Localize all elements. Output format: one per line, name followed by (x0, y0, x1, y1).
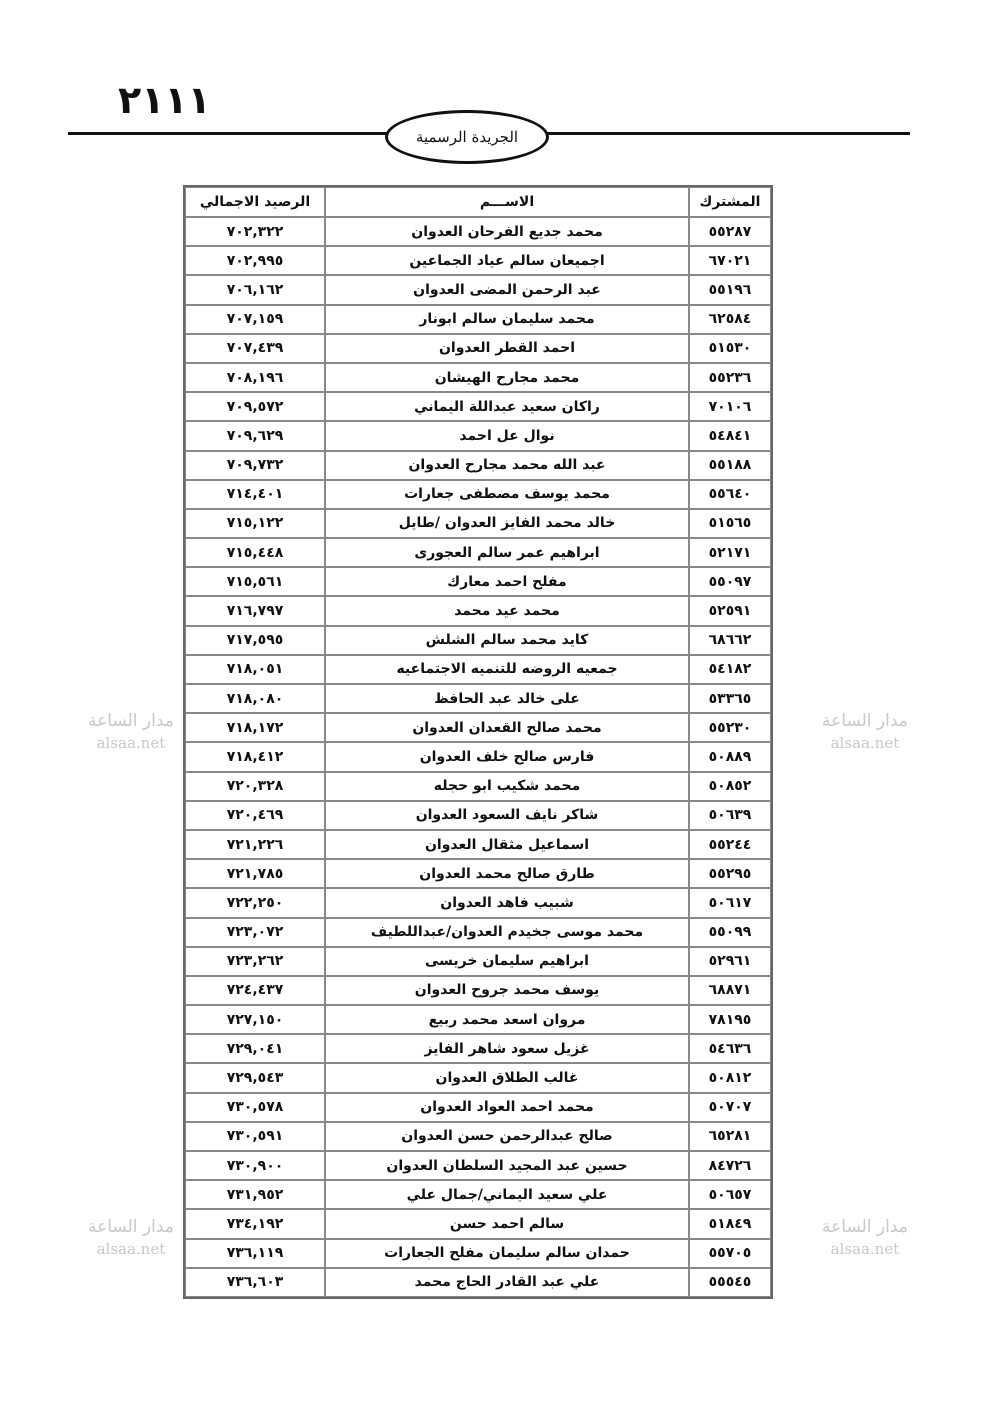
header-name: الاســـم (325, 187, 689, 217)
table-row (185, 246, 771, 275)
name-cell: كايد محمد سالم الشلش (325, 626, 689, 655)
balance-cell: ٧٢٣,٠٧٢ (185, 918, 325, 947)
table-row (185, 947, 771, 976)
balance-cell: ٧٣٠,٥٩١ (185, 1122, 325, 1151)
subscriber-cell: ٥٥١٨٨ (689, 451, 771, 480)
name-cell: عبد الرحمن المضى العدوان (325, 275, 689, 304)
watermark-en: alsaa.net (96, 1240, 166, 1258)
table-row (185, 888, 771, 917)
name-cell: احمد القطر العدوان (325, 334, 689, 363)
balance-cell: ٧٢٢,٢٥٠ (185, 888, 325, 917)
table-row (185, 451, 771, 480)
watermark-ar: مدار الساعة (88, 1217, 174, 1237)
table-row (185, 305, 771, 334)
name-cell: ابراهيم عمر سالم العجورى (325, 538, 689, 567)
table-row (185, 334, 771, 363)
name-cell: صالح عبدالرحمن حسن العدوان (325, 1122, 689, 1151)
subscriber-cell: ٦٨٦٦٢ (689, 626, 771, 655)
table-row (185, 1122, 771, 1151)
name-cell: محمد يوسف مصطفى جعارات (325, 480, 689, 509)
watermark-ar: مدار الساعة (88, 711, 174, 731)
watermark-en: alsaa.net (830, 734, 900, 752)
table-row (185, 1151, 771, 1180)
subscriber-cell: ٥٥١٩٦ (689, 275, 771, 304)
name-cell: جمعيه الروضه للتنميه الاجتماعيه (325, 655, 689, 684)
table-row (185, 626, 771, 655)
subscriber-cell: ٥٠٨٥٢ (689, 772, 771, 801)
balance-cell: ٧٣٠,٥٧٨ (185, 1093, 325, 1122)
table-row (185, 772, 771, 801)
name-cell: علي عبد القادر الحاج محمد (325, 1268, 689, 1297)
subscriber-cell: ٦٨٨٧١ (689, 976, 771, 1005)
name-cell: سالم احمد حسن (325, 1209, 689, 1238)
page-number: ٢١١١ (118, 78, 211, 122)
name-cell: غزيل سعود شاهر الفايز (325, 1034, 689, 1063)
subscriber-cell: ٥٠٦٣٩ (689, 801, 771, 830)
name-cell: شاكر نايف السعود العدوان (325, 801, 689, 830)
subscriber-cell: ٥١٨٤٩ (689, 1209, 771, 1238)
watermark-ar: مدار الساعة (822, 711, 908, 731)
table-row (185, 742, 771, 771)
table-row (185, 1063, 771, 1092)
name-cell: اسماعيل مثقال العدوان (325, 830, 689, 859)
name-cell: محمد شكيب ابو حجله (325, 772, 689, 801)
balance-cell: ٧٢٩,٥٤٣ (185, 1063, 325, 1092)
name-cell: حمدان سالم سليمان مفلح الجعارات (325, 1239, 689, 1268)
name-cell: حسين عبد المجيد السلطان العدوان (325, 1151, 689, 1180)
subscriber-cell: ٥٥٢٤٤ (689, 830, 771, 859)
subscriber-cell: ٦٢٥٨٤ (689, 305, 771, 334)
balance-cell: ٧٢٣,٢٦٢ (185, 947, 325, 976)
name-cell: ابراهيم سليمان خريسى (325, 947, 689, 976)
balance-cell: ٧٢٠,٣٢٨ (185, 772, 325, 801)
watermark-left-top (88, 710, 174, 754)
header-subscriber: المشترك (689, 187, 771, 217)
subscriber-cell: ٥٠٦٥٧ (689, 1180, 771, 1209)
table-header-row (185, 187, 771, 217)
balance-cell: ٧٢٤,٤٣٧ (185, 976, 325, 1005)
subscriber-cell: ٥٥٢٩٥ (689, 859, 771, 888)
balance-cell: ٧١٧,٥٩٥ (185, 626, 325, 655)
subscriber-cell: ٧٠١٠٦ (689, 392, 771, 421)
table-row (185, 538, 771, 567)
name-cell: محمد احمد العواد العدوان (325, 1093, 689, 1122)
watermark-right-bottom (822, 1216, 908, 1260)
watermark-left-bottom (88, 1216, 174, 1260)
subscriber-cell: ٥٤٨٤١ (689, 421, 771, 450)
balance-cell: ٧٠٩,٧٣٢ (185, 451, 325, 480)
subscriber-cell: ٥٥٧٠٥ (689, 1239, 771, 1268)
table-row (185, 1268, 771, 1297)
balance-cell: ٧١٦,٧٩٧ (185, 596, 325, 625)
table-row (185, 1180, 771, 1209)
subscriber-cell: ٥٤١٨٢ (689, 655, 771, 684)
watermark-en: alsaa.net (96, 734, 166, 752)
balance-cell: ٧٣٦,٦٠٣ (185, 1268, 325, 1297)
subscriber-cell: ٥٥٢٨٧ (689, 217, 771, 246)
table-row (185, 830, 771, 859)
subscriber-cell: ٥٥٢٣٠ (689, 713, 771, 742)
table-row (185, 918, 771, 947)
balance-cell: ٧٠٢,٣٢٢ (185, 217, 325, 246)
subscriber-cell: ٥٠٦١٧ (689, 888, 771, 917)
subscriber-cell: ٦٥٢٨١ (689, 1122, 771, 1151)
balance-cell: ٧٠٧,١٥٩ (185, 305, 325, 334)
balance-cell: ٧٠٧,٤٣٩ (185, 334, 325, 363)
table-row (185, 480, 771, 509)
balance-cell: ٧٠٢,٩٩٥ (185, 246, 325, 275)
balance-cell: ٧٠٨,١٩٦ (185, 363, 325, 392)
balance-cell: ٧٣٠,٩٠٠ (185, 1151, 325, 1180)
name-cell: راكان سعيد عبداللة اليماني (325, 392, 689, 421)
name-cell: شبيب فاهد العدوان (325, 888, 689, 917)
table-row (185, 684, 771, 713)
table-row (185, 596, 771, 625)
subscriber-cell: ٥٢٩٦١ (689, 947, 771, 976)
table-row (185, 801, 771, 830)
subscriber-cell: ٥٥٠٩٧ (689, 567, 771, 596)
name-cell: علي سعيد اليماني/جمال علي (325, 1180, 689, 1209)
balance-cell: ٧٣٤,١٩٢ (185, 1209, 325, 1238)
subscriber-cell: ٥١٥٦٥ (689, 509, 771, 538)
balance-cell: ٧١٨,٠٥١ (185, 655, 325, 684)
subscriber-cell: ٧٨١٩٥ (689, 1005, 771, 1034)
name-cell: طارق صالح محمد العدوان (325, 859, 689, 888)
table-row (185, 567, 771, 596)
name-cell: نوال عل احمد (325, 421, 689, 450)
table-row (185, 713, 771, 742)
table-row (185, 363, 771, 392)
subscriber-cell: ٥٥٢٣٦ (689, 363, 771, 392)
balance-cell: ٧٣١,٩٥٢ (185, 1180, 325, 1209)
balance-cell: ٧١٨,٤١٢ (185, 742, 325, 771)
subscriber-cell: ٥٠٨٨٩ (689, 742, 771, 771)
balance-cell: ٧٢٧,١٥٠ (185, 1005, 325, 1034)
balance-cell: ٧٣٦,١١٩ (185, 1239, 325, 1268)
name-cell: عبد الله محمد مجارح العدوان (325, 451, 689, 480)
table-row (185, 976, 771, 1005)
name-cell: محمد عيد محمد (325, 596, 689, 625)
table-row (185, 509, 771, 538)
table-row (185, 217, 771, 246)
subscriber-cell: ٦٧٠٢١ (689, 246, 771, 275)
table-row (185, 1034, 771, 1063)
table-row (185, 655, 771, 684)
table-row (185, 1093, 771, 1122)
balance-cell: ٧٠٦,١٦٢ (185, 275, 325, 304)
balance-cell: ٧٢٠,٤٦٩ (185, 801, 325, 830)
subscriber-cell: ٥٥٦٤٠ (689, 480, 771, 509)
balance-cell: ٧٢١,٧٨٥ (185, 859, 325, 888)
watermark-right-top (822, 710, 908, 754)
subscriber-cell: ٥٠٨١٢ (689, 1063, 771, 1092)
balance-cell: ٧١٨,٠٨٠ (185, 684, 325, 713)
table-row (185, 1239, 771, 1268)
table-row (185, 392, 771, 421)
header-balance: الرصيد الاجمالي (185, 187, 325, 217)
subscriber-cell: ٥٥٥٤٥ (689, 1268, 771, 1297)
balance-cell: ٧٠٩,٥٧٢ (185, 392, 325, 421)
subscriber-cell: ٥٤٦٣٦ (689, 1034, 771, 1063)
subscriber-cell: ٥٠٧٠٧ (689, 1093, 771, 1122)
balance-cell: ٧٠٩,٦٢٩ (185, 421, 325, 450)
name-cell: محمد جديع الفرحان العدوان (325, 217, 689, 246)
publication-title: الجريدة الرسمية (385, 110, 549, 164)
balance-cell: ٧١٤,٤٠١ (185, 480, 325, 509)
name-cell: محمد صالح القعدان العدوان (325, 713, 689, 742)
watermark-en: alsaa.net (830, 1240, 900, 1258)
name-cell: محمد سليمان سالم ابونار (325, 305, 689, 334)
name-cell: محمد موسى جخيدم العدوان/عبداللطيف (325, 918, 689, 947)
subscriber-cell: ٨٤٧٢٦ (689, 1151, 771, 1180)
balance-cell: ٧١٥,٥٦١ (185, 567, 325, 596)
name-cell: يوسف محمد جروح العدوان (325, 976, 689, 1005)
name-cell: على خالد عبد الحافظ (325, 684, 689, 713)
balance-cell: ٧٢٩,٠٤١ (185, 1034, 325, 1063)
balance-cell: ٧٢١,٢٢٦ (185, 830, 325, 859)
name-cell: مروان اسعد محمد ربيع (325, 1005, 689, 1034)
name-cell: اجميعان سالم عياد الجماعين (325, 246, 689, 275)
subscriber-cell: ٥٢١٧١ (689, 538, 771, 567)
subscriber-cell: ٥٣٣٦٥ (689, 684, 771, 713)
watermark-ar: مدار الساعة (822, 1217, 908, 1237)
name-cell: غالب الطلاق العدوان (325, 1063, 689, 1092)
table-row (185, 859, 771, 888)
name-cell: فارس صالح خلف العدوان (325, 742, 689, 771)
subscriber-cell: ٥٥٠٩٩ (689, 918, 771, 947)
balance-cell: ٧١٨,١٧٢ (185, 713, 325, 742)
table-row (185, 275, 771, 304)
name-cell: محمد مجارح الهيشان (325, 363, 689, 392)
balance-cell: ٧١٥,٤٤٨ (185, 538, 325, 567)
table-row (185, 1005, 771, 1034)
subscribers-table (183, 185, 773, 1299)
balance-cell: ٧١٥,١٢٢ (185, 509, 325, 538)
name-cell: خالد محمد الفايز العدوان /طايل (325, 509, 689, 538)
subscriber-cell: ٥٢٥٩١ (689, 596, 771, 625)
subscriber-cell: ٥١٥٣٠ (689, 334, 771, 363)
table-row (185, 1209, 771, 1238)
table-row (185, 421, 771, 450)
name-cell: مفلح احمد معارك (325, 567, 689, 596)
